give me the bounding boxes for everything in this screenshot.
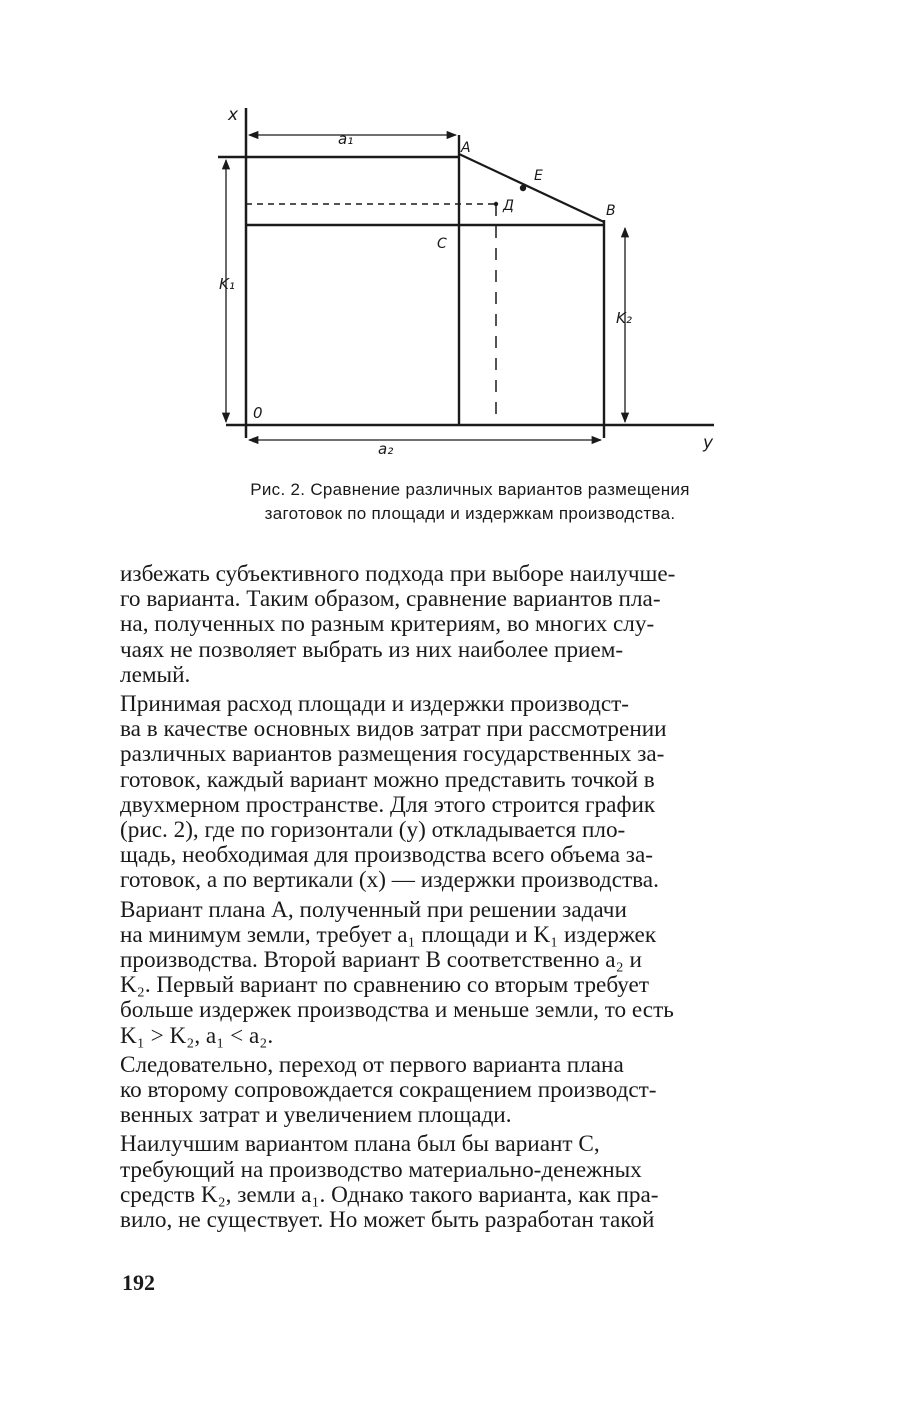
body-text xyxy=(120,562,825,1233)
a2-label: a₂ xyxy=(378,440,394,458)
segment-AB xyxy=(459,154,604,222)
point-D-dot xyxy=(494,202,498,206)
origin-label: 0 xyxy=(253,404,263,422)
K2-label: K₂ xyxy=(616,309,632,327)
axis-x-label: x xyxy=(228,105,239,125)
point-B-label: B xyxy=(606,203,616,219)
paragraph: избежать субъективного подхода при выборе наилучше- го варианта. Таким образом, сравнение вариантов пла- на, полученных по разным критериям, во многих слу- чаях не позволяет выбрать из них наиболее прием- лемый. xyxy=(120,561,676,688)
paragraph: Вариант плана A, полученный при решении задачи на минимум земли, требует a₁ площади и K₁ издержек производства. Второй вариант B соответственно a₂ и K₂. Первый вариант по сравнению со вторым требует больше издержек производства и меньше земли, то есть K₁ > K₂, a₁ < a₂. xyxy=(120,896,674,1049)
point-E-dot xyxy=(520,185,526,191)
point-E-label: E xyxy=(534,168,543,184)
point-C-label: C xyxy=(437,236,447,252)
point-A-label: A xyxy=(461,140,471,156)
paragraph: Следовательно, переход от первого варианта плана ко второму сопровождается сокращением производст- венных затрат и увеличением площади. xyxy=(120,1051,657,1129)
paragraph: Принимая расход площади и издержки производст- ва в качестве основных видов затрат при рассмотрении различных вариантов размещения государственных за- готовок, каждый вариант можно представить точкой в двухмерном пространстве. Для этого строится график (рис. 2), где по горизонтали (y) откладывается пло- щадь, необходимая для производства всего объема за- готовок, а по вертикали (x) — издержки производства. xyxy=(120,691,667,894)
figure-diagram xyxy=(0,0,915,470)
paragraph: Наилучшим вариантом плана был бы вариант C, требующий на производство материально-денежных средств K₂, земли a₁. Однако такого варианта, как пра- вило, не существует. Но может быть разработан такой xyxy=(120,1131,659,1234)
figure-caption xyxy=(150,478,790,526)
caption-line-1: Рис. 2. Сравнение различных вариантов размещения xyxy=(250,480,690,499)
page-number: 192 xyxy=(122,1270,155,1295)
K1-label: K₁ xyxy=(219,275,235,293)
axis-y-label: y xyxy=(703,433,714,453)
point-D-label: Д xyxy=(503,198,514,214)
caption-line-2: заготовок по площади и издержкам производства. xyxy=(264,504,676,523)
a1-label: a₁ xyxy=(338,130,354,148)
